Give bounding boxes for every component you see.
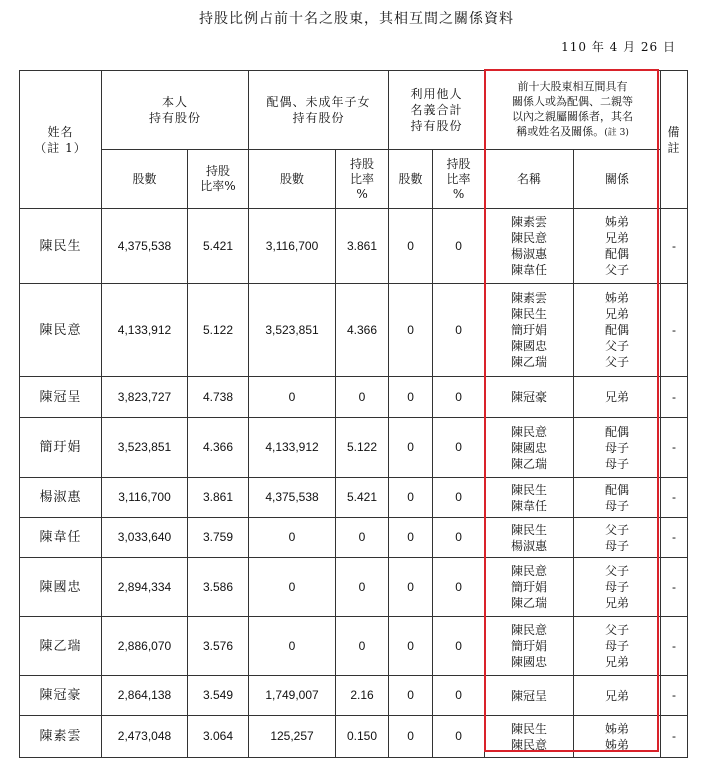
others-shares-header: 股數: [389, 150, 433, 209]
related-name: 陳民生: [511, 482, 548, 497]
related-header-line4: 稱或姓名及關係。: [516, 125, 605, 138]
self-ratio: 3.576: [188, 617, 249, 676]
others-ratio: 0: [433, 377, 485, 418]
shareholder-name: 陳素雲: [20, 716, 102, 758]
relationship: 配偶: [605, 323, 630, 337]
table-row: [20, 209, 688, 284]
relationship: 父子: [605, 564, 630, 578]
table-row: [20, 518, 688, 558]
related-names: [485, 518, 574, 558]
relationship: 配偶: [605, 424, 630, 439]
others-shares: 0: [389, 716, 433, 758]
relationship: 母子: [605, 538, 630, 553]
others-ratio-header: [433, 150, 485, 209]
relationship: 母子: [605, 440, 630, 455]
others-ratio: 0: [433, 418, 485, 478]
related-types: [574, 676, 661, 716]
relationship: 父子: [605, 522, 630, 537]
spouse-ratio: 0.150: [336, 716, 389, 758]
relationship: 配偶: [605, 482, 630, 497]
spouse-shares: 0: [249, 617, 336, 676]
self-ratio: 3.586: [188, 558, 249, 617]
self-ratio: 5.122: [188, 284, 249, 377]
self-ratio: 3.549: [188, 676, 249, 716]
related-names: [485, 558, 574, 617]
related-types: [574, 518, 661, 558]
spouse-shares: 0: [249, 518, 336, 558]
others-ratio-line1: 持股: [446, 156, 471, 171]
self-ratio: 5.421: [188, 209, 249, 284]
related-parties-header: [485, 71, 661, 150]
spouse-holding-header: [249, 71, 389, 150]
remark-header: [661, 71, 688, 209]
table-row: [20, 716, 688, 758]
spouse-ratio: 0: [336, 617, 389, 676]
related-name: 陳韋任: [511, 263, 548, 277]
shareholder-name: 陳民生: [20, 209, 102, 284]
self-shares: 2,864,138: [102, 676, 188, 716]
others-holding-line1: 利用他人: [410, 87, 463, 101]
self-ratio-line2: 比率%: [200, 179, 236, 193]
others-ratio: 0: [433, 716, 485, 758]
self-ratio: 4.366: [188, 418, 249, 478]
self-ratio: 3.064: [188, 716, 249, 758]
remark-header-line1: 備: [667, 124, 681, 139]
self-ratio: 3.861: [188, 478, 249, 518]
spouse-shares: 4,375,538: [249, 478, 336, 518]
spouse-shares: 0: [249, 377, 336, 418]
remark: -: [661, 377, 688, 418]
spouse-ratio-line3: %: [356, 186, 368, 201]
relationship: 姊弟: [605, 737, 630, 752]
relationship: 姊弟: [605, 291, 630, 305]
others-ratio-line3: %: [452, 186, 465, 201]
relationship: 母子: [605, 639, 630, 653]
shareholder-name: 陳韋任: [20, 518, 102, 558]
remark: -: [661, 284, 688, 377]
related-name: 陳民意: [511, 564, 548, 578]
related-name: 陳國忠: [511, 339, 548, 353]
related-name: 陳民生: [511, 721, 548, 736]
related-names: [485, 209, 574, 284]
relationship: 兄弟: [605, 307, 630, 321]
others-shares: 0: [389, 478, 433, 518]
others-ratio: 0: [433, 617, 485, 676]
relationship: 父子: [605, 623, 630, 637]
related-name: 陳乙瑞: [511, 596, 548, 610]
spouse-shares: 0: [249, 558, 336, 617]
related-types: [574, 209, 661, 284]
related-name: 陳乙瑞: [511, 355, 548, 369]
others-holding-header: [389, 71, 485, 150]
self-holding-header: [102, 71, 249, 150]
related-name: 簡玗娟: [511, 580, 548, 594]
name-header-line1: 姓名: [47, 124, 74, 139]
others-shares: 0: [389, 418, 433, 478]
relationship: 兄弟: [605, 688, 630, 703]
related-types: [574, 418, 661, 478]
related-header-line1: 前十大股東相互間具有: [517, 80, 628, 93]
remark: -: [661, 209, 688, 284]
related-names: [485, 284, 574, 377]
table-row: [20, 478, 688, 518]
report-date: 110 年 4 月 26 日: [561, 40, 676, 54]
table-row: [20, 676, 688, 716]
self-holding-line2: 持有股份: [149, 111, 202, 125]
relationship: 配偶: [605, 247, 630, 261]
others-ratio: 0: [433, 676, 485, 716]
relationship: 母子: [605, 498, 630, 513]
related-name: 陳韋任: [511, 498, 548, 513]
others-holding-line3: 持有股份: [410, 119, 463, 133]
related-types: [574, 558, 661, 617]
others-shares: 0: [389, 676, 433, 716]
self-shares: 4,375,538: [102, 209, 188, 284]
related-header-line3: 以內之親屬關係者，其名: [512, 110, 634, 123]
self-ratio-line1: 持股: [206, 164, 231, 178]
shareholder-name: 陳民意: [20, 284, 102, 377]
related-name: 陳民生: [511, 307, 548, 321]
shareholder-name: 陳國忠: [20, 558, 102, 617]
relationship: 兄弟: [605, 231, 630, 245]
related-name: 簡玗娟: [511, 639, 548, 653]
spouse-ratio-line2: 比率: [350, 171, 375, 186]
related-names: [485, 418, 574, 478]
table-row: [20, 558, 688, 617]
self-shares: 4,133,912: [102, 284, 188, 377]
related-names: [485, 716, 574, 758]
spouse-ratio-line1: 持股: [350, 156, 375, 171]
related-name: 陳乙瑞: [511, 456, 548, 471]
others-ratio: 0: [433, 284, 485, 377]
self-ratio: 3.759: [188, 518, 249, 558]
table-row: [20, 284, 688, 377]
self-holding-line1: 本人: [162, 95, 189, 109]
related-name-header: 名稱: [485, 150, 574, 209]
related-names: [485, 676, 574, 716]
self-ratio-header: [188, 150, 249, 209]
others-ratio: 0: [433, 478, 485, 518]
remark: -: [661, 518, 688, 558]
shareholder-name: 陳冠呈: [20, 377, 102, 418]
others-shares: 0: [389, 284, 433, 377]
spouse-shares: 125,257: [249, 716, 336, 758]
others-ratio-line2: 比率: [446, 171, 471, 186]
related-name: 陳冠呈: [511, 688, 548, 703]
remark: -: [661, 617, 688, 676]
self-shares: 3,823,727: [102, 377, 188, 418]
related-name: 陳國忠: [511, 440, 548, 455]
spouse-ratio: 5.421: [336, 478, 389, 518]
spouse-ratio: 0: [336, 377, 389, 418]
spouse-ratio-header: [336, 150, 389, 209]
remark: -: [661, 676, 688, 716]
table-row: [20, 377, 688, 418]
table-row: [20, 418, 688, 478]
related-types: [574, 478, 661, 518]
spouse-shares-header: 股數: [249, 150, 336, 209]
related-name: 陳民生: [511, 522, 548, 537]
self-shares: 3,033,640: [102, 518, 188, 558]
others-ratio: 0: [433, 209, 485, 284]
shareholder-name: 簡玗娟: [20, 418, 102, 478]
related-name: 陳冠豪: [511, 390, 548, 404]
self-shares: 3,116,700: [102, 478, 188, 518]
spouse-ratio: 0: [336, 558, 389, 617]
related-name: 陳民意: [511, 737, 548, 752]
related-types: [574, 716, 661, 758]
spouse-holding-line1: 配偶、未成年子女: [266, 95, 371, 109]
relationship: 父子: [605, 339, 630, 353]
related-name: 陳國忠: [511, 655, 548, 669]
relationship: 兄弟: [605, 655, 630, 669]
related-name: 陳民意: [511, 424, 548, 439]
related-names: [485, 617, 574, 676]
table-row: [20, 617, 688, 676]
spouse-ratio: 5.122: [336, 418, 389, 478]
related-name: 陳民意: [511, 623, 548, 637]
shareholder-table: [19, 70, 688, 758]
relationship: 兄弟: [605, 390, 630, 404]
related-names: [485, 377, 574, 418]
related-name: 陳素雲: [511, 215, 548, 229]
spouse-ratio: 0: [336, 518, 389, 558]
related-name: 陳素雲: [511, 291, 548, 305]
others-shares: 0: [389, 209, 433, 284]
self-shares: 2,886,070: [102, 617, 188, 676]
name-header-line2: （註 1）: [34, 140, 87, 155]
related-name: 楊淑惠: [511, 538, 548, 553]
related-header-note: (註 3): [604, 128, 629, 138]
self-shares: 2,473,048: [102, 716, 188, 758]
remark: -: [661, 716, 688, 758]
others-shares: 0: [389, 558, 433, 617]
relationship: 母子: [605, 456, 630, 471]
relationship: 姊弟: [605, 721, 630, 736]
relationship: 兄弟: [605, 596, 630, 610]
related-name: 簡玗娟: [511, 323, 548, 337]
remark: -: [661, 418, 688, 478]
related-types: [574, 377, 661, 418]
related-types: [574, 617, 661, 676]
related-names: [485, 478, 574, 518]
shareholder-name: 楊淑惠: [20, 478, 102, 518]
name-header: [20, 71, 102, 209]
spouse-ratio: 2.16: [336, 676, 389, 716]
others-shares: 0: [389, 617, 433, 676]
relationship: 父子: [605, 263, 630, 277]
relationship: 父子: [605, 355, 630, 369]
related-header-line2: 關係人或為配偶、二親等: [512, 95, 634, 108]
spouse-ratio: 3.861: [336, 209, 389, 284]
others-holding-line2: 名義合計: [410, 103, 463, 117]
spouse-ratio: 4.366: [336, 284, 389, 377]
related-name: 陳民意: [511, 231, 548, 245]
others-ratio: 0: [433, 518, 485, 558]
others-ratio: 0: [433, 558, 485, 617]
remark-header-line2: 註: [667, 140, 681, 155]
self-shares: 3,523,851: [102, 418, 188, 478]
shareholder-name: 陳乙瑞: [20, 617, 102, 676]
relationship: 姊弟: [605, 215, 630, 229]
spouse-shares: 3,523,851: [249, 284, 336, 377]
remark: -: [661, 478, 688, 518]
self-shares-header: 股數: [102, 150, 188, 209]
remark: -: [661, 558, 688, 617]
spouse-shares: 3,116,700: [249, 209, 336, 284]
relationship: 母子: [605, 580, 630, 594]
related-types: [574, 284, 661, 377]
spouse-holding-line2: 持有股份: [292, 111, 345, 125]
spouse-shares: 4,133,912: [249, 418, 336, 478]
page-title: 持股比例占前十名之股東，其相互間之關係資料: [199, 11, 514, 27]
self-shares: 2,894,334: [102, 558, 188, 617]
others-shares: 0: [389, 377, 433, 418]
related-name: 楊淑惠: [511, 247, 548, 261]
related-type-header: 關係: [574, 150, 661, 209]
self-ratio: 4.738: [188, 377, 249, 418]
spouse-shares: 1,749,007: [249, 676, 336, 716]
shareholder-name: 陳冠豪: [20, 676, 102, 716]
others-shares: 0: [389, 518, 433, 558]
